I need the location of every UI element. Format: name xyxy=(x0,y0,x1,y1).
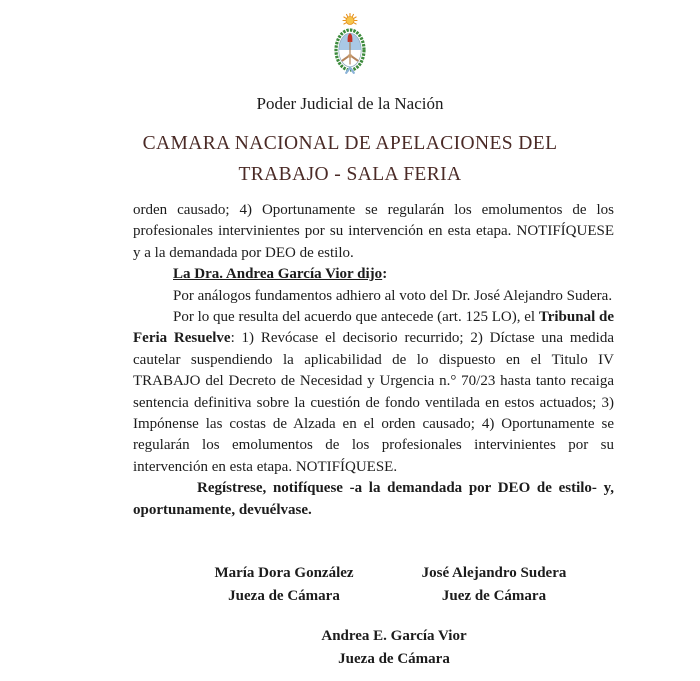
title-line-2: TRABAJO - SALA FERIA xyxy=(238,163,462,185)
document-body xyxy=(133,200,614,521)
resolution-lead-text: Por lo que resulta del acuerdo que antecede (art. 125 LO), el xyxy=(173,309,539,326)
title-line-1: CAMARA NACIONAL DE APELACIONES DEL xyxy=(142,133,558,154)
paragraph-registrese-text: Regístrese, notifíquese -a la demandada por DEO de estilo- y, oportunamente, devuélvase. xyxy=(133,480,614,518)
sun-disc xyxy=(346,17,354,25)
paragraph-continuation-text: orden causado; 4) Oportunamente se regularán los emolumentos de los profesionales intervinientes por su intervención en esta etapa. NOTIFÍQUESE y a la demandada por DEO de estilo. xyxy=(133,202,614,261)
paragraph-adhesion xyxy=(133,286,614,307)
paragraph-registrese xyxy=(133,478,614,521)
judge-name: María Dora González xyxy=(214,565,354,581)
judge-vote-heading: La Dra. Andrea García Vior dijo xyxy=(173,266,383,283)
coat-of-arms-icon xyxy=(328,13,372,77)
paragraph-vote-heading xyxy=(133,264,614,285)
judge-title: Juez de Cámara xyxy=(441,587,547,604)
signature-block-sudera xyxy=(344,562,644,607)
paragraph-adhesion-text: Por análogos fundamentos adhiero al voto del Dr. José Alejandro Sudera. xyxy=(173,287,613,304)
paragraph-continuation xyxy=(133,200,614,264)
institution-name: Poder Judicial de la Nación xyxy=(256,94,444,113)
pike-staff xyxy=(349,42,350,65)
judge-title: Jueza de Cámara xyxy=(228,587,340,604)
argentina-coat-of-arms xyxy=(328,13,372,77)
judge-vote-heading-colon: : xyxy=(382,266,388,283)
resolution-items-text: : 1) Revócase el decisorio recurrido; 2) Díctase una medida cautelar suspendiendo la aplicabilidad de lo dispuesto en el Titulo IV TRABAJO del Decreto de Necesidad y Urgencia n.° 70/23 hasta tanto recaiga sentencia definitiva sobre la cuestión de fondo ventilada en estos actuados; 3) Impónense las costas de Alzada en el orden causado; 4) Oportunamente se regularán los emolumentos de los profesionales intervinientes por su intervención en esta etapa. NOTIFÍQUESE. xyxy=(133,330,614,475)
paragraph-resolution xyxy=(133,307,614,478)
hands-knot xyxy=(348,54,353,57)
document-title xyxy=(0,129,700,190)
judge-name: José Alejandro Sudera xyxy=(421,565,567,581)
tribunal-resuelve-label: Tribunal de Feria Resuelve xyxy=(133,309,615,347)
signature-block-garcia-vior xyxy=(244,625,544,670)
judge-name: Andrea E. García Vior xyxy=(321,628,467,644)
judge-title: Jueza de Cámara xyxy=(338,650,450,667)
